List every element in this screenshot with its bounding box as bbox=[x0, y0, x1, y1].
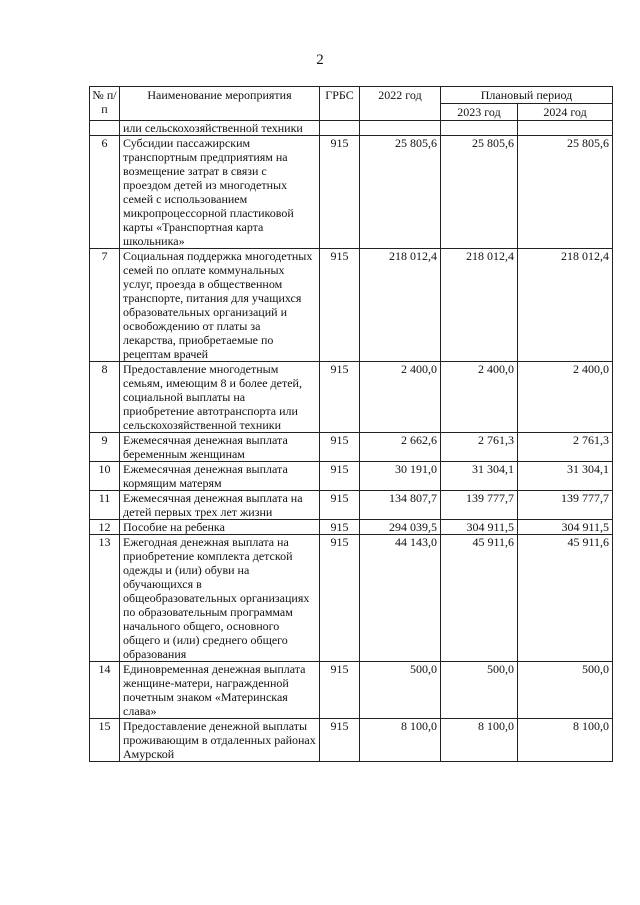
cell-2022: 294 039,5 bbox=[360, 520, 441, 535]
cell-2024: 25 805,6 bbox=[518, 136, 613, 249]
table-row bbox=[90, 520, 613, 535]
cell-num: 11 bbox=[90, 491, 120, 520]
cell-num: 13 bbox=[90, 535, 120, 662]
cell-2023: 500,0 bbox=[441, 662, 518, 719]
cell-2022: 30 191,0 bbox=[360, 462, 441, 491]
cell-2024: 304 911,5 bbox=[518, 520, 613, 535]
table-row bbox=[90, 136, 613, 249]
header-num: № п/п bbox=[90, 87, 120, 121]
cell-2023: 218 012,4 bbox=[441, 249, 518, 362]
cell-grbs: 915 bbox=[320, 662, 360, 719]
cell-2024 bbox=[518, 121, 613, 136]
cell-name: Субсидии пассажирским транспортным предприятиям на возмещение затрат в связи с проездом детей из многодетных семей с использованием микропроцессорной пластиковой карты «Транспортная карта школьника» bbox=[120, 136, 320, 249]
header-2022: 2022 год bbox=[360, 87, 441, 121]
cell-name: Предоставление многодетным семьям, имеющим 8 и более детей, социальной выплаты на приобретение автотранспорта или сельскохозяйственной техники bbox=[120, 362, 320, 433]
table-row bbox=[90, 719, 613, 762]
cell-2023: 2 761,3 bbox=[441, 433, 518, 462]
table-row bbox=[90, 662, 613, 719]
page-number: 2 bbox=[316, 52, 324, 68]
cell-num: 9 bbox=[90, 433, 120, 462]
cell-grbs: 915 bbox=[320, 433, 360, 462]
cell-2022: 44 143,0 bbox=[360, 535, 441, 662]
cell-2024: 45 911,6 bbox=[518, 535, 613, 662]
table-row bbox=[90, 462, 613, 491]
cell-2024: 500,0 bbox=[518, 662, 613, 719]
table-row bbox=[90, 362, 613, 433]
header-grbs: ГРБС bbox=[320, 87, 360, 121]
cell-num: 15 bbox=[90, 719, 120, 762]
cell-num: 10 bbox=[90, 462, 120, 491]
cell-2023: 45 911,6 bbox=[441, 535, 518, 662]
cell-num: 14 bbox=[90, 662, 120, 719]
table-row bbox=[90, 535, 613, 662]
cell-2024: 2 761,3 bbox=[518, 433, 613, 462]
header-name: Наименование мероприятия bbox=[120, 87, 320, 121]
cell-2022: 2 400,0 bbox=[360, 362, 441, 433]
cell-name: Предоставление денежной выплаты проживающим в отдаленных районах Амурской bbox=[120, 719, 320, 762]
header-planned-period: Плановый период bbox=[441, 87, 613, 104]
cell-grbs: 915 bbox=[320, 362, 360, 433]
cell-2022: 134 807,7 bbox=[360, 491, 441, 520]
cell-2022: 25 805,6 bbox=[360, 136, 441, 249]
cell-grbs: 915 bbox=[320, 491, 360, 520]
header-2024: 2024 год bbox=[518, 104, 613, 121]
cell-2023: 31 304,1 bbox=[441, 462, 518, 491]
cell-name: Ежемесячная денежная выплата на детей первых трех лет жизни bbox=[120, 491, 320, 520]
cell-name: или сельскохозяйственной техники bbox=[120, 121, 320, 136]
cell-2024: 218 012,4 bbox=[518, 249, 613, 362]
cell-2022: 2 662,6 bbox=[360, 433, 441, 462]
table-row bbox=[90, 433, 613, 462]
cell-name: Единовременная денежная выплата женщине-матери, награжденной почетным знаком «Материнская слава» bbox=[120, 662, 320, 719]
cell-grbs bbox=[320, 121, 360, 136]
cell-grbs: 915 bbox=[320, 535, 360, 662]
header-2023: 2023 год bbox=[441, 104, 518, 121]
cell-2024: 8 100,0 bbox=[518, 719, 613, 762]
cell-2022: 8 100,0 bbox=[360, 719, 441, 762]
cell-num: 7 bbox=[90, 249, 120, 362]
cell-name: Ежемесячная денежная выплата беременным женщинам bbox=[120, 433, 320, 462]
cell-2023: 8 100,0 bbox=[441, 719, 518, 762]
cell-name: Ежегодная денежная выплата на приобретение комплекта детской одежды и (или) обуви на обучающихся в общеобразовательных организациях по образовательным программам начального общего, основного общего и (или) среднего общего образования bbox=[120, 535, 320, 662]
continuation-row bbox=[90, 121, 613, 136]
cell-grbs: 915 bbox=[320, 719, 360, 762]
cell-num: 12 bbox=[90, 520, 120, 535]
cell-name: Ежемесячная денежная выплата кормящим матерям bbox=[120, 462, 320, 491]
cell-2022 bbox=[360, 121, 441, 136]
cell-name: Социальная поддержка многодетных семей по оплате коммунальных услуг, проезда в общественном транспорте, питания для учащихся образовательных организаций и освобождению от платы за лекарства, приобретаемые по рецептам врачей bbox=[120, 249, 320, 362]
cell-num bbox=[90, 121, 120, 136]
cell-num: 6 bbox=[90, 136, 120, 249]
cell-2024: 139 777,7 bbox=[518, 491, 613, 520]
cell-2024: 2 400,0 bbox=[518, 362, 613, 433]
funding-table bbox=[89, 86, 613, 762]
cell-grbs: 915 bbox=[320, 462, 360, 491]
cell-name: Пособие на ребенка bbox=[120, 520, 320, 535]
cell-2023: 2 400,0 bbox=[441, 362, 518, 433]
cell-2023 bbox=[441, 121, 518, 136]
cell-grbs: 915 bbox=[320, 136, 360, 249]
cell-grbs: 915 bbox=[320, 520, 360, 535]
cell-2023: 25 805,6 bbox=[441, 136, 518, 249]
cell-num: 8 bbox=[90, 362, 120, 433]
cell-2023: 304 911,5 bbox=[441, 520, 518, 535]
table-row bbox=[90, 249, 613, 362]
cell-2022: 218 012,4 bbox=[360, 249, 441, 362]
cell-2024: 31 304,1 bbox=[518, 462, 613, 491]
table-row bbox=[90, 491, 613, 520]
cell-2023: 139 777,7 bbox=[441, 491, 518, 520]
cell-2022: 500,0 bbox=[360, 662, 441, 719]
cell-grbs: 915 bbox=[320, 249, 360, 362]
